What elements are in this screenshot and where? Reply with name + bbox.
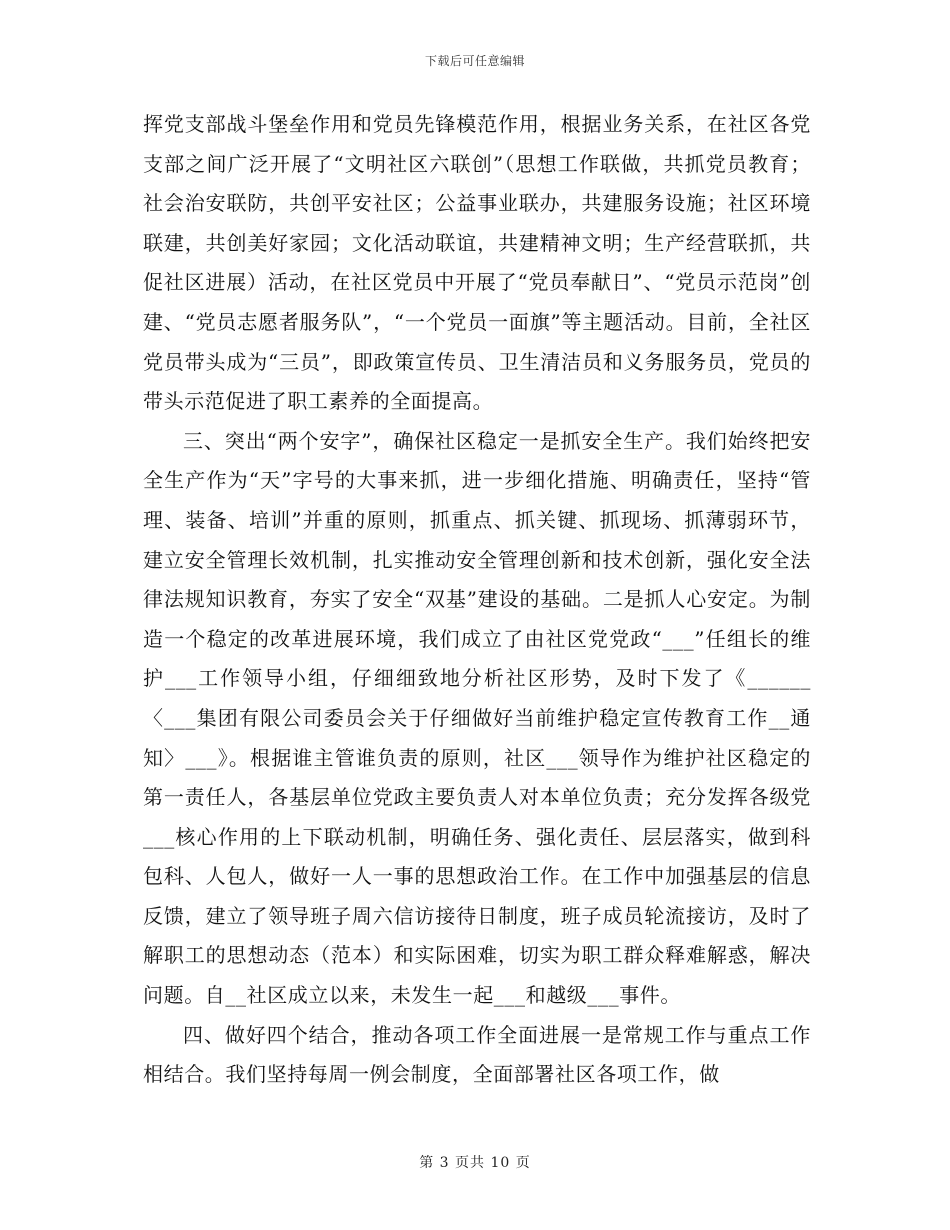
page-footer: 第 3 页共 10 页 [419, 1155, 531, 1171]
paragraph-1: 挥党支部战斗堡垒作用和党员先锋模范作用，根据业务关系，在社区各党支部之间广泛开展了“文明社区六联创”（思想工作联做，共抓党员教育；社会治安联防，共创平安社区；公益事业联办，共建服务设施；社区环境联建，共创美好家园；文化活动联谊，共建精神文明；生产经营联抓，共促社区进展）活动，在社区党员中开展了“党员奉献日”、“党员示范岗”创建、“党员志愿者服务队”，“一个党员一面旗”等主题活动。目前，全社区党员带头成为“三员”，即政策宣传员、卫生清洁员和义务服务员，党员的带头示范促进了职工素养的全面提高。 [143, 112, 811, 414]
paragraph-2: 三、突出“两个安字”，确保社区稳定一是抓安全生产。我们始终把安全生产作为“天”字号的大事来抓，进一步细化措施、明确责任，坚持“管理、装备、培训”并重的原则，抓重点、抓关键、抓现场、抓薄弱环节，建立安全管理长效机制，扎实推动安全管理创新和技术创新，强化安全法律法规知识教育，夯实了安全“双基”建设的基础。二是抓人心安定。为制造一个稳定的改革进展环境，我们成立了由社区党党政“___”任组长的维护___工作领导小组，仔细细致地分析社区形势，及时下发了《______〈___集团有限公司委员会关于仔细做好当前维护稳定宣传教育工作__通知〉___》。根据谁主管谁负责的原则，社区___领导作为维护社区稳定的第一责任人，各基层单位党政主要负责人对本单位负责；充分发挥各级党___核心作用的上下联动机制，明确任务、强化责任、层层落实，做到科包科、人包人，做好一人一事的思想政治工作。在工作中加强基层的信息反馈，建立了领导班子周六信访接待日制度，班子成员轮流接访，及时了解职工的思想动态（范本）和实际困难，切实为职工群众释难解惑，解决问题。自__社区成立以来，未发生一起___和越级___事件。 [143, 428, 811, 1008]
paragraph-3: 四、做好四个结合，推动各项工作全面进展一是常规工作与重点工作相结合。我们坚持每周一例会制度，全面部署社区各项工作，做 [143, 1022, 811, 1087]
document-body [143, 105, 811, 1095]
page-header: 下载后可任意编辑 [424, 54, 525, 68]
